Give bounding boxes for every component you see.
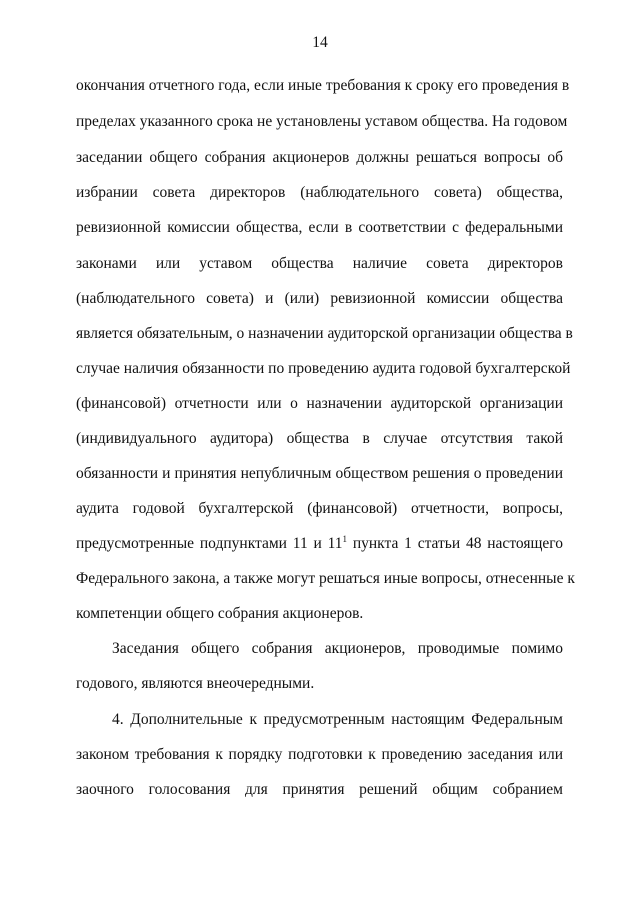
text-line: (финансовой) отчетности или о назначении аудиторской организации bbox=[76, 395, 563, 412]
text-line bbox=[76, 534, 563, 554]
text-line: годового, являются внеочередными. bbox=[76, 675, 315, 692]
text-line: (наблюдательного совета) и (или) ревизионной комиссии общества bbox=[76, 290, 563, 307]
text-line: Заседания общего собрания акционеров, проводимые помимо bbox=[112, 640, 563, 657]
text-line: аудита годовой бухгалтерской (финансовой) отчетности, вопросы, bbox=[76, 500, 563, 517]
text-line: Федерального закона, а также могут решаться иные вопросы, отнесенные к bbox=[76, 570, 575, 587]
text-line: случае наличия обязанности по проведению аудита годовой бухгалтерской bbox=[76, 360, 571, 377]
text-line: ревизионной комиссии общества, если в соответствии с федеральными bbox=[76, 219, 563, 236]
text-fragment: предусмотренные подпунктами 11 и 11 bbox=[76, 535, 343, 552]
text-line: является обязательным, о назначении аудиторской организации общества в bbox=[76, 325, 573, 342]
text-line: (индивидуального аудитора) общества в случае отсутствия такой bbox=[76, 430, 563, 447]
page-number: 14 bbox=[312, 34, 328, 51]
text-line: законами или уставом общества наличие совета директоров bbox=[76, 255, 563, 272]
text-line: пределах указанного срока не установлены уставом общества. На годовом bbox=[76, 113, 568, 130]
superscript: 1 bbox=[342, 534, 348, 544]
text-line: окончания отчетного года, если иные требования к сроку его проведения в bbox=[76, 77, 570, 94]
text-line: обязанности и принятия непубличным обществом решения о проведении bbox=[76, 465, 563, 482]
text-line: заседании общего собрания акционеров должны решаться вопросы об bbox=[76, 149, 563, 166]
text-line: 4. Дополнительные к предусмотренным настоящим Федеральным bbox=[112, 711, 563, 728]
text-line: законом требования к порядку подготовки к проведению заседания или bbox=[76, 746, 563, 763]
text-fragment: пункта 1 статьи 48 настоящего bbox=[347, 535, 564, 552]
text-line: компетенции общего собрания акционеров. bbox=[76, 605, 364, 622]
text-line: заочного голосования для принятия решений общим собранием bbox=[76, 781, 563, 798]
text-line: избрании совета директоров (наблюдательного совета) общества, bbox=[76, 184, 563, 201]
